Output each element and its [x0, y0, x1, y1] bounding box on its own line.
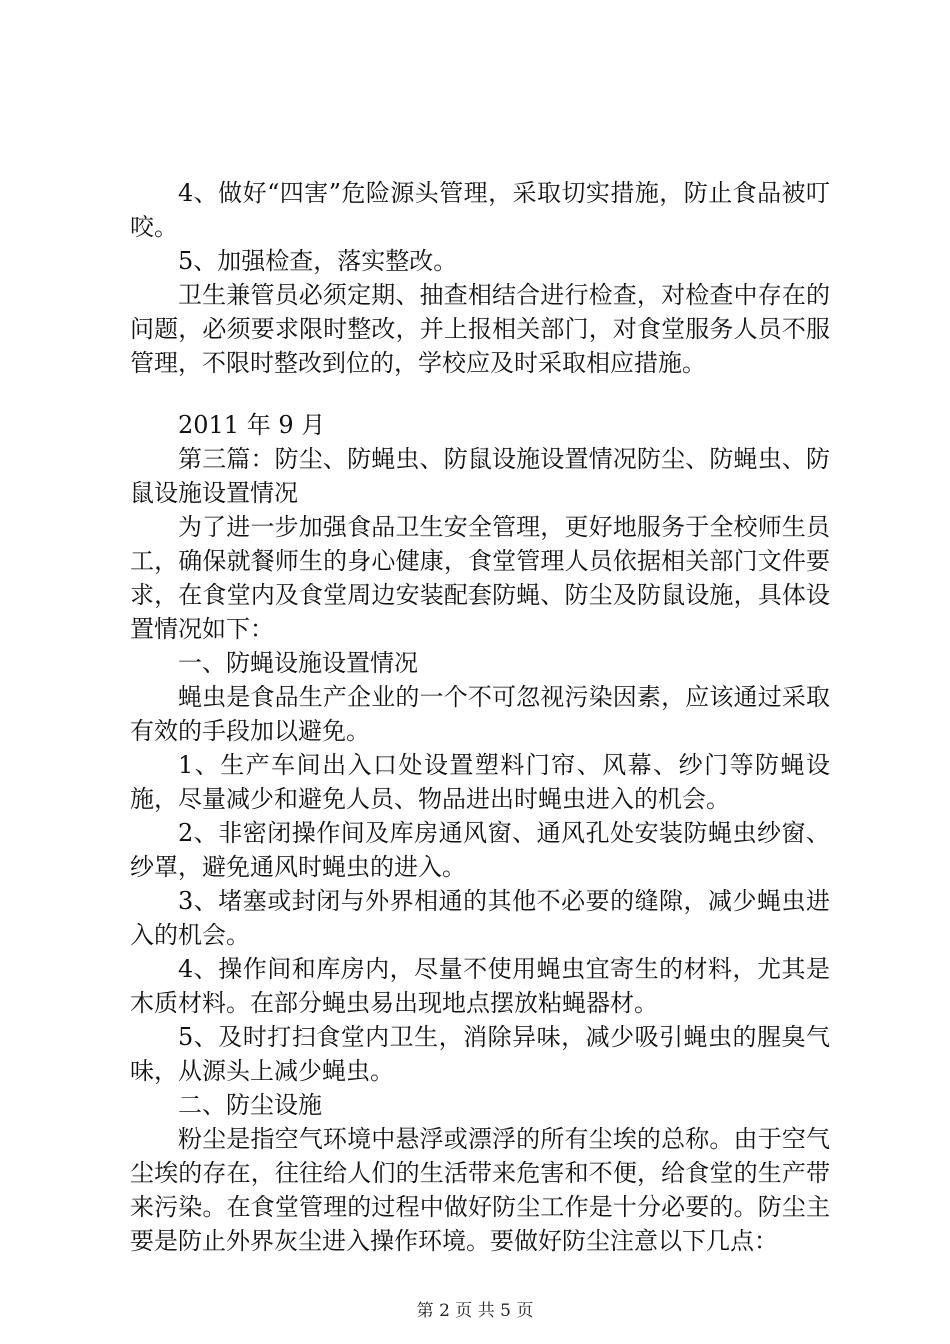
paragraph-item-5: 5、加强检查，落实整改。 [178, 247, 458, 275]
paragraph-fly-1: 1、生产车间出入口处设置塑料门帘、风幕、纱门等防蝇设施，尽量减少和避免人员、物品进出时蝇虫进入的机会。 [130, 751, 830, 813]
heading-dust-prevention: 二、防尘设施 [178, 1091, 322, 1119]
paragraph-fly-intro: 蝇虫是食品生产企业的一个不可忽视污染因素，应该通过采取有效的手段加以避免。 [130, 683, 830, 745]
page-footer: 第 2 页 共 5 页 [416, 1301, 534, 1321]
paragraph-fly-3: 3、堵塞或封闭与外界相通的其他不必要的缝隙，减少蝇虫进入的机会。 [130, 887, 830, 949]
date-line: 2011 年 9 月 [178, 411, 326, 439]
paragraph-intro: 为了进一步加强食品卫生安全管理，更好地服务于全校师生员工，确保就餐师生的身心健康，食堂管理人员依据相关部门文件要求，在食堂内及食堂周边安装配套防蝇、防尘及防鼠设施，具体设置情况如下： [130, 513, 830, 643]
paragraph-fly-4: 4、操作间和库房内，尽量不使用蝇虫宜寄生的材料，尤其是木质材料。在部分蝇虫易出现地点摆放粘蝇器材。 [130, 955, 830, 1017]
paragraph-inspection: 卫生兼管员必须定期、抽查相结合进行检查，对检查中存在的问题，必须要求限时整改，并上报相关部门，对食堂服务人员不服管理，不限时整改到位的，学校应及时采取相应措施。 [130, 281, 830, 377]
heading-fly-prevention: 一、防蝇设施设置情况 [178, 649, 418, 677]
paragraph-fly-5: 5、及时打扫食堂内卫生，消除异味，减少吸引蝇虫的腥臭气味，从源头上减少蝇虫。 [130, 1023, 830, 1085]
spacer [130, 380, 830, 408]
section-title: 第三篇：防尘、防蝇虫、防鼠设施设置情况防尘、防蝇虫、防鼠设施设置情况 [130, 445, 830, 507]
paragraph-item-4: 4、做好“四害”危险源头管理，采取切实措施，防止食品被叮咬。 [130, 179, 830, 241]
document-body [130, 176, 830, 1258]
paragraph-dust-intro: 粉尘是指空气环境中悬浮或漂浮的所有尘埃的总称。由于空气尘埃的存在，往往给人们的生活带来危害和不便，给食堂的生产带来污染。在食堂管理的过程中做好防尘工作是十分必要的。防尘主要是防止外界灰尘进入操作环境。要做好防尘注意以下几点： [130, 1125, 830, 1255]
paragraph-fly-2: 2、非密闭操作间及库房通风窗、通风孔处安装防蝇虫纱窗、纱罩，避免通风时蝇虫的进入。 [130, 819, 830, 881]
